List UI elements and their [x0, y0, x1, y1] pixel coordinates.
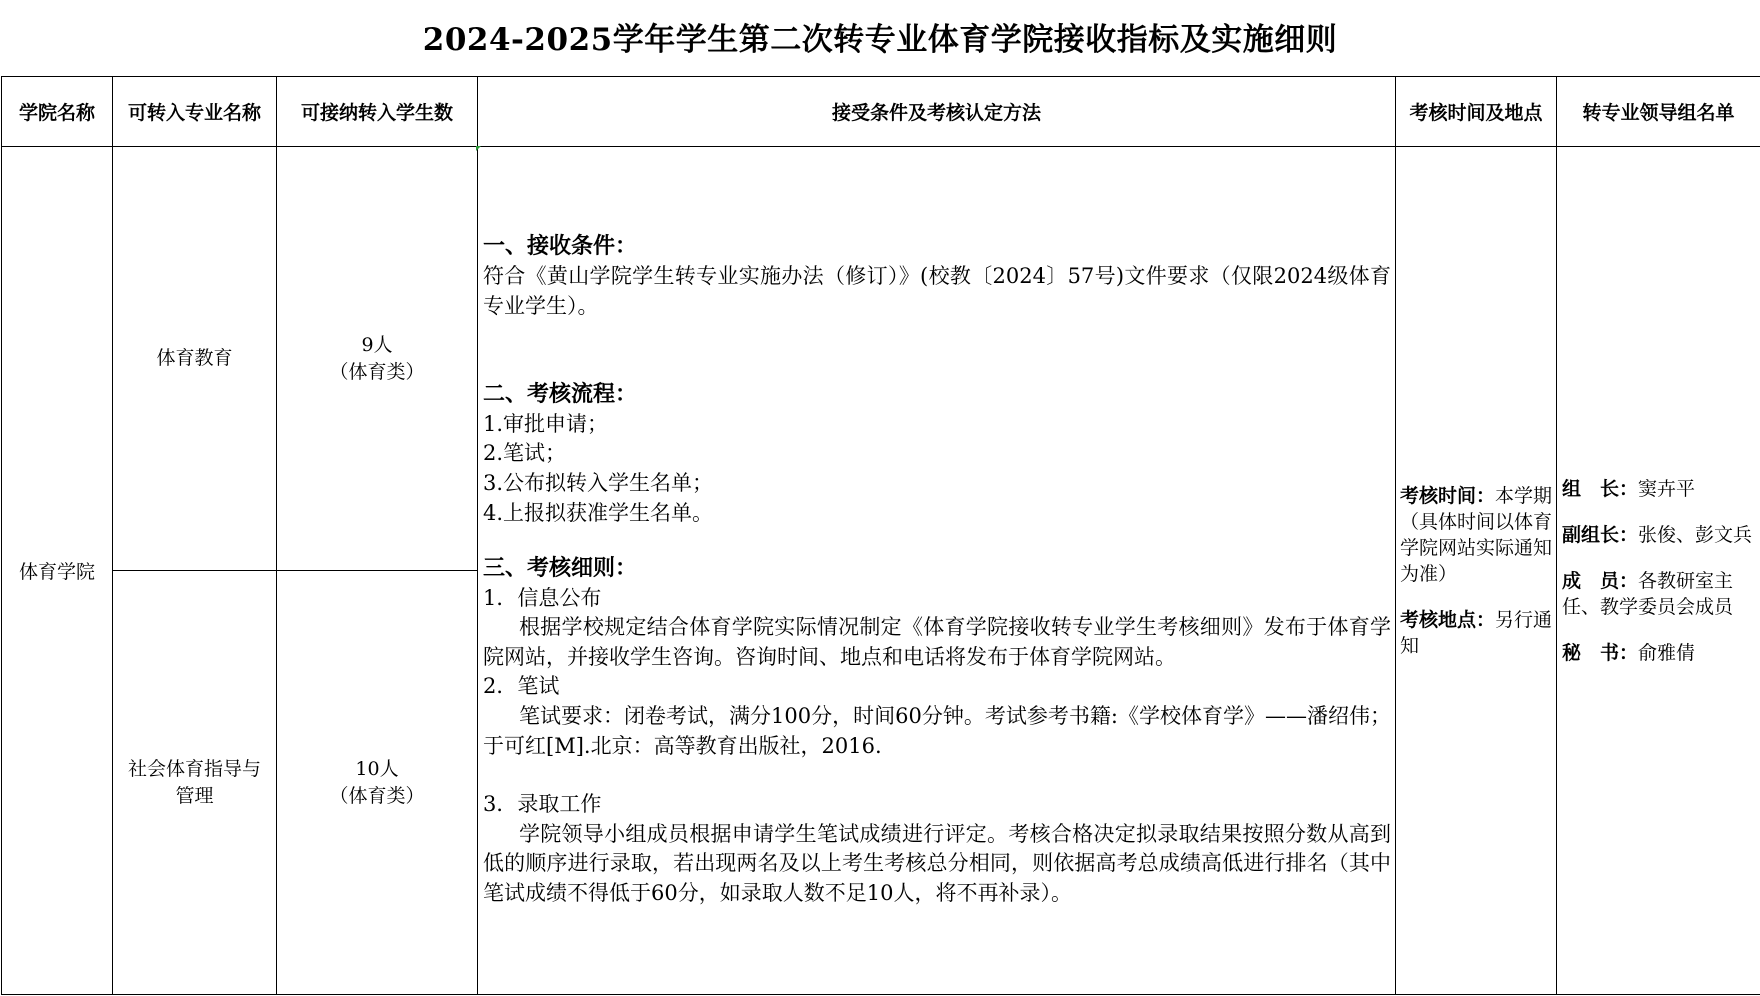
leader-label: 组 长： [1562, 477, 1639, 500]
vice-leader-value: 张俊、彭文兵 [1638, 523, 1753, 546]
leaders-cell [1557, 147, 1760, 995]
method-cell [478, 147, 1396, 995]
cell-comment-marker [476, 146, 481, 151]
detail-2-title: 2．笔试 [483, 674, 560, 699]
method-step-1: 1.审批申请； [483, 411, 609, 436]
major-name-1: 体育教育 [156, 347, 233, 369]
leader-value: 窦卉平 [1638, 477, 1696, 500]
place-value: 另行通知 [1400, 608, 1553, 657]
quota-table [1, 76, 1760, 995]
time-value: 本学期（具体时间以体育学院网站实际通知为准） [1400, 484, 1553, 585]
detail-1-text: 根据学校规定结合体育学院实际情况制定《体育学院接收转专业学生考核细则》发布于体育学院网站，并接收学生咨询。咨询时间、地点和电话将发布于体育学院网站。 [483, 615, 1391, 669]
detail-3-text: 学院领导小组成员根据申请学生笔试成绩进行评定。考核合格决定拟录取结果按照分数从高到低的顺序进行录取，若出现两名及以上考生考核总分相同，则依据高考总成绩高低进行排名（其中笔试成绩不得低于60分，如录取人数不足10人，将不再补录）。 [483, 821, 1391, 906]
quota-type-1: （体育类） [329, 360, 425, 383]
time-info [1400, 483, 1553, 587]
major-name-2-line2: 管理 [175, 784, 214, 807]
method-step-4: 4.上报拟获准学生名单。 [483, 500, 714, 525]
member-value: 各教研室主任、教学委员会成员 [1562, 569, 1734, 618]
place-info [1400, 607, 1553, 659]
detail-1-title: 1．信息公布 [483, 585, 602, 610]
header-row [2, 77, 1760, 147]
method-section-1-title: 一、接收条件： [483, 233, 638, 260]
quota-type-2: （体育类） [329, 784, 425, 807]
quota-cell-2 [277, 571, 478, 995]
quota-cell-1 [277, 147, 478, 571]
table-row [2, 147, 1760, 571]
vice-leader-label: 副组长： [1562, 523, 1639, 546]
header-quota: 可接纳转入学生数 [277, 77, 478, 147]
vice-leader-line [1562, 522, 1757, 548]
time-place-cell [1396, 147, 1557, 995]
secretary-value: 俞雅倩 [1638, 641, 1696, 664]
method-section-2-title: 二、考核流程： [483, 381, 638, 408]
method-step-2: 2.笔试； [483, 441, 567, 466]
major-cell-1 [113, 147, 277, 571]
secretary-line [1562, 640, 1757, 666]
header-leaders: 转专业领导组名单 [1557, 77, 1760, 147]
leader-line [1562, 476, 1757, 502]
method-section-1-text: 符合《黄山学院学生转专业实施办法（修订）》(校教〔2024〕57号)文件要求（仅限2024级体育专业学生）。 [483, 263, 1391, 318]
method-section-3-title: 三、考核细则： [483, 555, 638, 582]
header-college: 学院名称 [2, 77, 113, 147]
major-name-2-line1: 社会体育指导与 [127, 757, 261, 780]
method-step-3: 3.公布拟转入学生名单； [483, 470, 714, 495]
header-time-place: 考核时间及地点 [1396, 77, 1557, 147]
header-method: 接受条件及考核认定方法 [478, 77, 1396, 147]
member-line [1562, 568, 1757, 620]
page-title: 2024-2025学年学生第二次转专业体育学院接收指标及实施细则 [422, 22, 1338, 58]
quota-count-2: 10人 [355, 757, 399, 780]
detail-3-title: 3．录取工作 [483, 792, 602, 817]
major-cell-2 [113, 571, 277, 995]
college-cell: 体育学院 [2, 147, 113, 995]
header-major: 可转入专业名称 [113, 77, 277, 147]
time-label: 考核时间： [1400, 484, 1496, 507]
member-label: 成 员： [1562, 569, 1639, 592]
detail-2-text: 笔试要求：闭卷考试，满分100分，时间60分钟。考试参考书籍:《学校体育学》——潘绍伟；于可红[M].北京：高等教育出版社，2016. [483, 704, 1391, 758]
secretary-label: 秘 书： [1562, 641, 1639, 664]
place-label: 考核地点： [1400, 608, 1496, 631]
quota-count-1: 9人 [361, 333, 393, 356]
